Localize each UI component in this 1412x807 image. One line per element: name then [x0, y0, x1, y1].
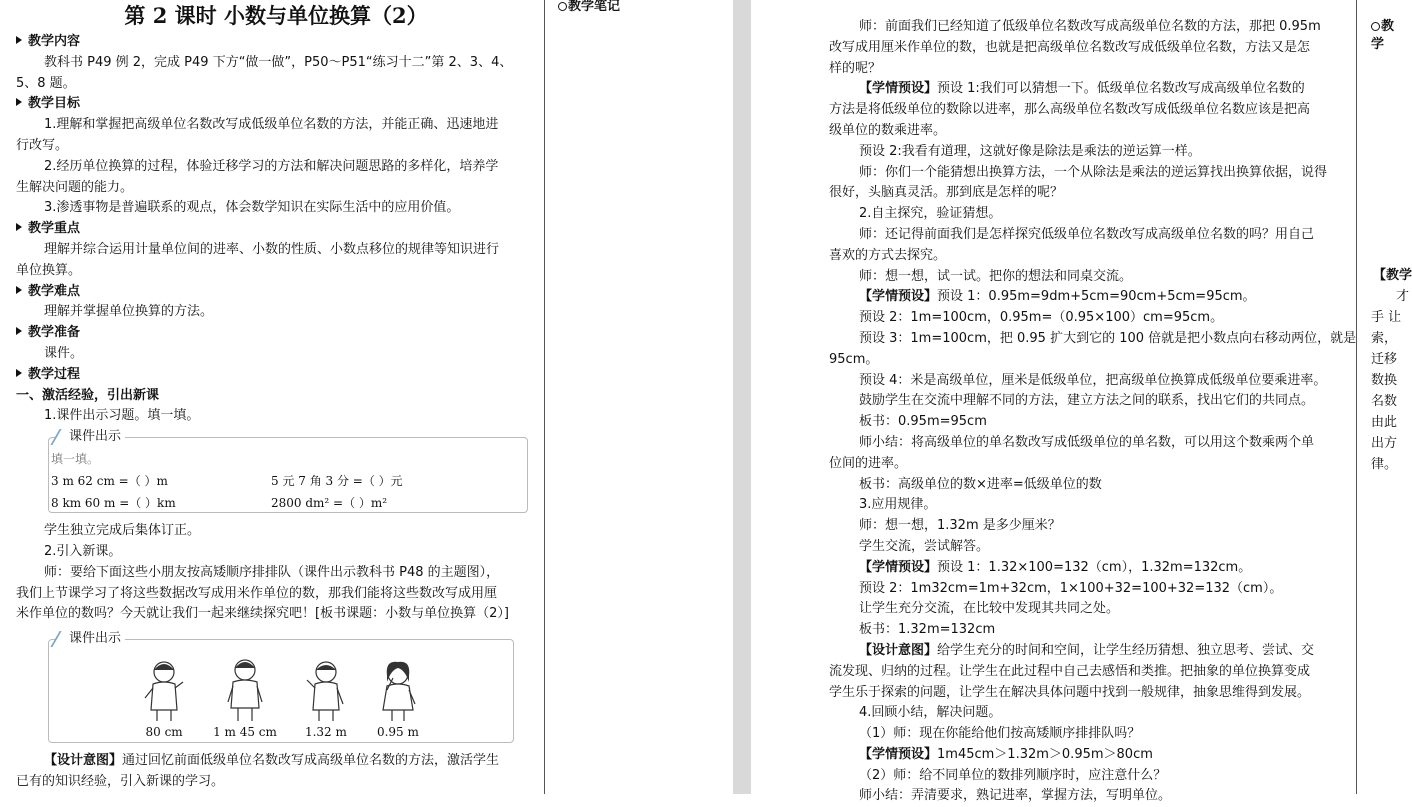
exercise-item: 5 元 7 角 3 分 =（ ）元 [271, 474, 403, 489]
text-line: 师小结：将高级单位的单名数改写成低级单位的单名数，可以用这个数乘两个单 [859, 434, 1315, 450]
text-line: 预设 4：米是高级单位，厘米是低级单位，把高级单位换算成低级单位要乘进率。 [859, 372, 1327, 388]
text-line: 师：想一想，试一试。把你的想法和同桌交流。 [859, 268, 1133, 284]
text-line: 2.引入新课。 [44, 543, 122, 559]
margin-note-fragment: 名数 [1371, 394, 1398, 409]
circle-icon [558, 2, 567, 11]
margin-note-fragment: 才 [1396, 289, 1410, 304]
child-girl-icon [375, 658, 421, 722]
text-line: 预设 2：1m=100cm，0.95m=（0.95×100）cm=95cm。 [859, 310, 1224, 326]
text-line: 师：想一想，1.32m 是多少厘米？ [859, 518, 1061, 534]
children-illustration [49, 640, 513, 740]
text-line [829, 745, 1349, 766]
exercise-item: 3 m 62 cm =（ ）m [51, 474, 168, 489]
text-line [829, 287, 1349, 308]
bracket-label: 【学情预设】 [859, 559, 938, 575]
text-line: 让学生充分交流，在比较中发现其共同之处。 [859, 601, 1120, 617]
text-line: 预设 2:我看有道理，这就好像是除法是乘法的逆运算一样。 [859, 143, 1201, 159]
line-text: 1m45cm＞1.32m＞0.95m＞80cm [937, 746, 1153, 762]
margin-note-fragment: 【教学 [1373, 268, 1412, 283]
triangle-bullet-icon [16, 223, 22, 231]
line-text: 预设 1：0.95m=9dm+5cm=90cm+5cm=95cm。 [937, 289, 1256, 305]
bracket-label: 【设计意图】 [859, 642, 938, 658]
exercise-row [51, 470, 527, 492]
text-line: 鼓励学生在交流中理解不同的方法，建立方法之间的联系，找出它们的共同点。 [859, 393, 1315, 409]
teaching-notes-header: 教学笔记 [558, 0, 620, 16]
exercise-item: 2800 dm² =（ ）m² [271, 496, 388, 511]
teaching-notes-header: 教学 [1371, 19, 1395, 52]
text-line: 1.课件出示习题。填一填。 [44, 408, 200, 424]
text-line: 师：前面我们已经知道了低级单位名数改写成高级单位名数的方法，那把 0.95m [859, 19, 1321, 34]
right-main-column [829, 17, 1357, 804]
height-label: 1 m 45 cm [213, 725, 277, 740]
text-line: 理解并掌握单位换算的方法。 [44, 304, 214, 320]
line-text: 预设 1：1.32×100=132（cm），1.32m=132cm。 [937, 559, 1252, 575]
margin-note-fragment: 数换 [1371, 373, 1398, 388]
text-line [829, 641, 1349, 662]
line-text: 预设 1:我们可以猜想一下。低级单位名数改写成高级单位名数的 [937, 81, 1305, 97]
design-intent-line: 【设计意图】通过回忆前面低级单位名数改写成高级单位名数的方法，激活学生 [44, 753, 500, 769]
text-line: 2.经历单位换算的过程，体验迁移学习的方法和解决问题思路的多样化，培养学 [44, 158, 499, 174]
text-line: 单位换算。 [16, 262, 82, 278]
page-gutter [733, 0, 751, 794]
child-figure [375, 658, 421, 740]
text-line: 米作单位的数吗？今天就让我们一起来继续探究吧！[板书课题：小数与单位换算（2）] [16, 606, 509, 622]
bracket-label: 【学情预设】 [859, 289, 938, 305]
triangle-bullet-icon [16, 327, 22, 335]
text-line: 5、8 题。 [16, 75, 76, 91]
courseware-tag: 课件出示 [55, 427, 125, 447]
triangle-bullet-icon [16, 369, 22, 377]
text-line: 板书：0.95m=95cm [859, 414, 987, 430]
height-label: 80 cm [145, 725, 183, 740]
text-line: 行改写。 [16, 137, 69, 153]
text-line: 理解并综合运用计量单位间的进率、小数的性质、小数点移位的规律等知识进行 [44, 241, 500, 257]
text-line: 师：还记得前面我们是怎样探究低级单位名数改写成高级单位名数的吗？用自己 [859, 226, 1315, 242]
section-heading-process: 教学过程 [16, 365, 536, 386]
text-line: 板书：高级单位的数×进率=低级单位的数 [859, 476, 1102, 492]
margin-note-fragment: 出方 [1371, 436, 1398, 451]
text-line: 1.理解和掌握把高级单位名数改写成低级单位名数的方法，并能正确、迅速地进 [44, 117, 499, 133]
exercise-row [51, 492, 527, 514]
text-line: 2.自主探究，验证猜想。 [859, 206, 1002, 222]
section-heading-difficulty: 教学难点 [16, 282, 536, 303]
text-line [829, 558, 1349, 579]
text-line: 改写成用厘米作单位的数，也就是把高级单位名数改写成低级单位名数，方法又是怎 [829, 39, 1311, 55]
courseware-box-exercise [48, 429, 528, 513]
text-line: 样的呢？ [829, 60, 882, 76]
lesson-title: 第 2 课时 小数与单位换算（2） [124, 3, 428, 28]
margin-note-fragment: 索， [1371, 331, 1398, 346]
child-figure [303, 658, 349, 740]
text-line: （1）师：现在你能给他们按高矮顺序排排队吗？ [859, 726, 1141, 742]
triangle-bullet-icon [16, 36, 22, 44]
text-line: 学生乐于探索的问题，让学生在解决具体问题中找到一般规律，抽象思维得到发展。 [829, 684, 1311, 700]
text-line: 课件。 [44, 345, 84, 361]
text-line: 很好，头脑真灵活。那到底是怎样的呢？ [829, 185, 1064, 201]
text-line: 预设 3：1m=100cm，把 0.95 扩大到它的 100 倍就是把小数点向右移动两位，就是 [859, 330, 1357, 346]
text-line: 师：要给下面这些小朋友按高矮顺序排排队（课件出示教科书 P48 的主题图）， [44, 564, 500, 580]
text-line: 学生独立完成后集体订正。 [44, 523, 201, 539]
child-boy-icon [222, 658, 268, 722]
margin-note-fragment: 由此 [1371, 415, 1398, 430]
bracket-label: 【学情预设】 [859, 81, 938, 97]
text-line: 3.渗透事物是普遍联系的观点，体会数学知识在实际生活中的应用价值。 [44, 200, 460, 216]
margin-note-fragment: 手 让 [1371, 310, 1402, 325]
text-line: 级单位的数乘进率。 [829, 122, 947, 138]
courseware-box-children [48, 631, 514, 743]
text-line: 95cm。 [829, 351, 879, 367]
margin-note-fragment: 律。 [1371, 457, 1398, 472]
text-line-cut: 已有的知识经验，引入新课的学习。 [16, 773, 225, 789]
text-line: 喜欢的方式去探究。 [829, 247, 947, 263]
fill-in-grid [49, 438, 527, 514]
child-figure [141, 658, 187, 740]
text-line: 流发现、归纳的过程。让学生在此过程中自己去感悟和类推。把抽象的单位换算变成 [829, 663, 1311, 679]
circle-icon [1371, 22, 1380, 31]
section-heading-goals: 教学目标 [16, 94, 536, 115]
text-line: 我们上节课学习了将这些数据改写成用米作单位的数，那我们能将这些数改写成用厘 [16, 585, 498, 601]
text-line: 3.应用规律。 [859, 497, 937, 513]
line-text: 给学生充分的时间和空间，让学生经历猜想、独立思考、尝试、交 [937, 642, 1315, 658]
courseware-tag: 课件出示 [55, 629, 125, 649]
text-line: 学生交流，尝试解答。 [859, 538, 990, 554]
triangle-bullet-icon [16, 98, 22, 106]
margin-divider [1356, 0, 1357, 794]
part-heading: 一、激活经验，引出新课 [16, 387, 160, 403]
margin-note-fragment: 迁移 [1371, 352, 1398, 367]
text-line: 方法是将低级单位的数除以进率，那么高级单位名数改写成低级单位名数应该是把高 [829, 102, 1311, 118]
exercise-instruction: 填一填。 [51, 452, 100, 467]
right-page [751, 0, 1412, 804]
text-line: 生解决问题的能力。 [16, 179, 134, 195]
height-label: 1.32 m [304, 725, 347, 740]
exercise-item: 8 km 60 m =（ ）km [51, 496, 176, 511]
section-heading-key: 教学重点 [16, 219, 536, 240]
child-figure [213, 658, 277, 740]
bracket-label: 【学情预设】 [859, 746, 938, 762]
height-label: 0.95 m [376, 725, 419, 740]
text-line: （2）师：给不同单位的数排列顺序时，应注意什么？ [859, 767, 1167, 783]
text-line: 板书：1.32m=132cm [859, 622, 996, 638]
margin-divider [544, 0, 545, 794]
section-heading-content: 教学内容 [16, 32, 536, 53]
text-line: 师：你们一个能猜想出换算方法，一个从除法是乘法的逆运算找出换算依据，说得 [859, 164, 1328, 180]
triangle-bullet-icon [16, 286, 22, 294]
left-main-column [16, 0, 536, 789]
section-heading-prep: 教学准备 [16, 323, 536, 344]
text-line: 预设 2：1m32cm=1m+32cm，1×100+32=100+32=132（cm）。 [859, 580, 1283, 596]
text-line: 位间的进率。 [829, 455, 908, 471]
text-line-cut: 师小结：弄清要求，熟记进率，掌握方法，写明单位。 [859, 788, 1172, 804]
child-boy-icon [303, 658, 349, 722]
text-line [829, 79, 1349, 100]
text-line: 4.回顾小结，解决问题。 [859, 705, 1002, 721]
child-boy-icon [141, 658, 187, 722]
text-line: 教科书 P49 例 2，完成 P49 下方“做一做”，P50～P51“练习十二”第 2、3、4、 [44, 54, 513, 70]
